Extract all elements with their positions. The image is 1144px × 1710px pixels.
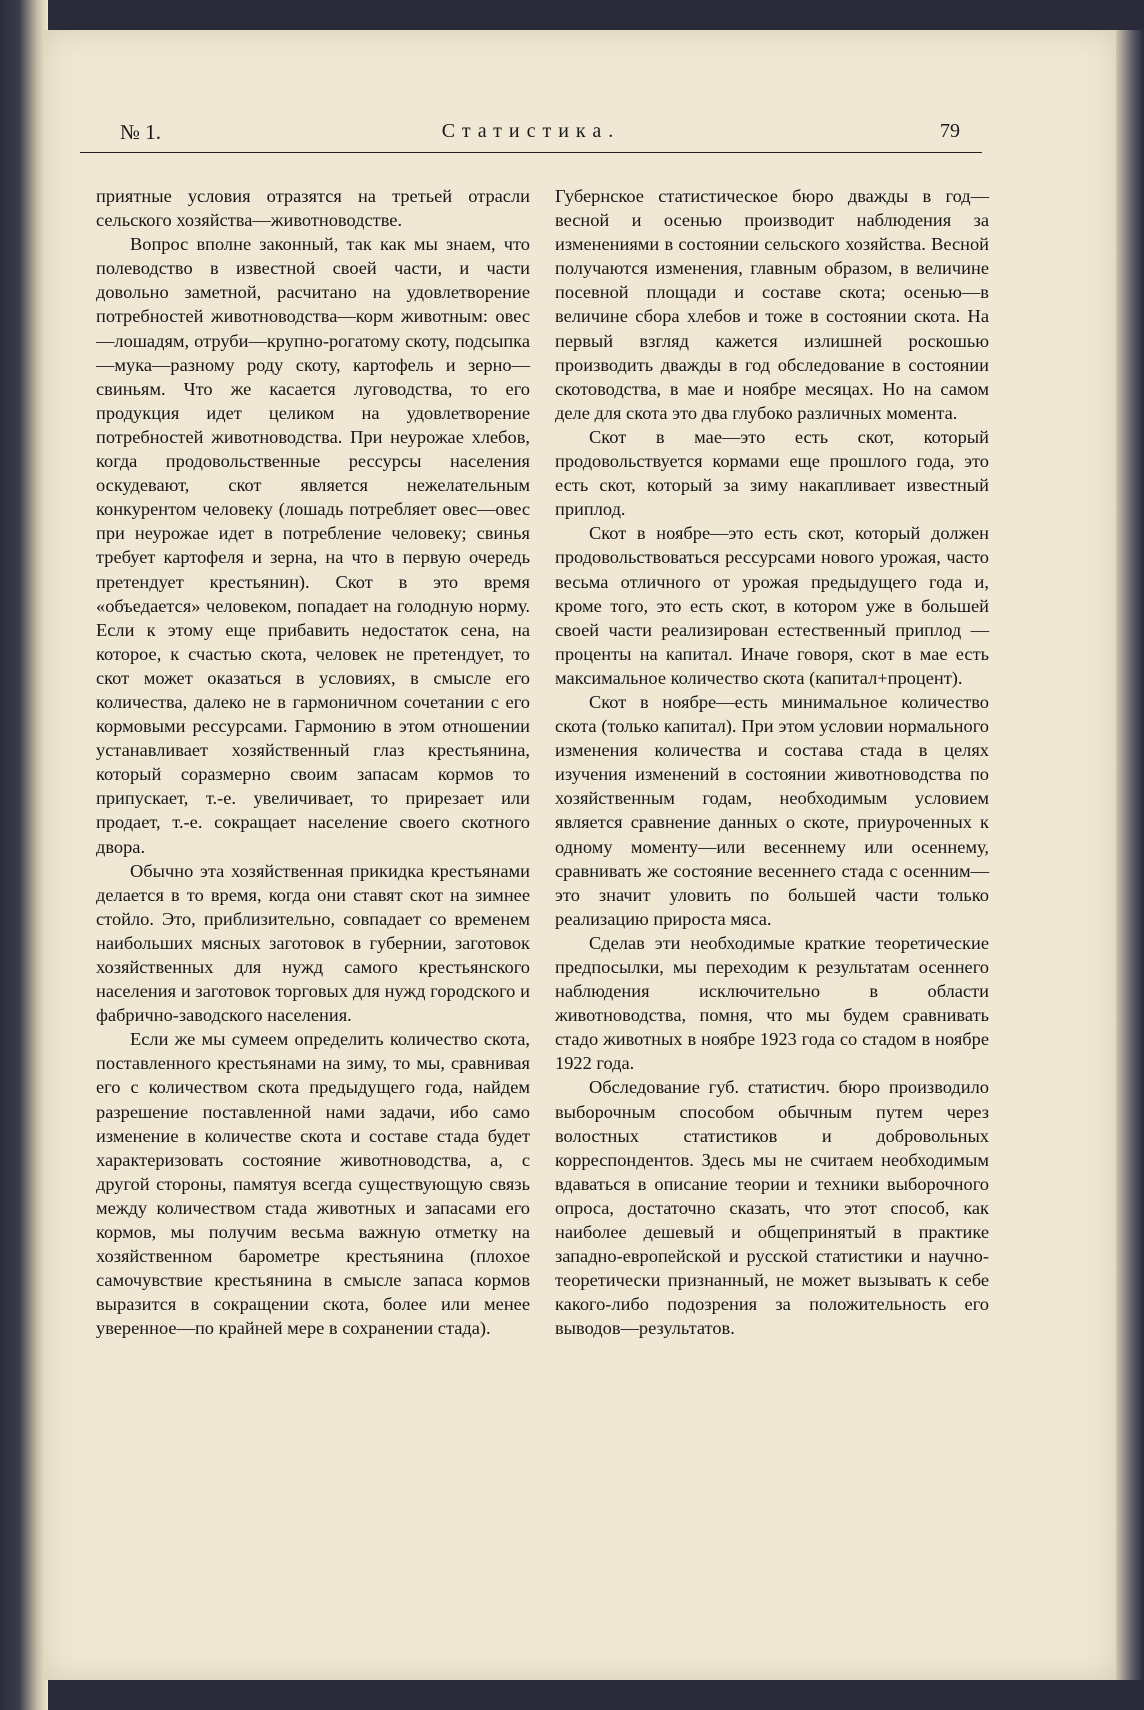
journal-title: Статистика. [441,120,621,142]
paragraph: Обследование губ. статистич. бюро производило выборочным способом обычным путем через волостных статистиков и добровольных корреспондентов. Здесь мы не считаем необходимым вдаваться в описание теории и техники выборочного опроса, достаточно сказать, что этот способ, как наиболее дешевый и общепринятый в практике западно-европейской и русской статистики и научно-теоретически признанный, не может вызывать к себе какого-либо подозрения за положительность его выводов—результатов. [555,1077,989,1339]
paragraph: Скот в мае—это есть скот, который продовольствуется кормами еще прошлого года, это есть скот, который за зиму накапливает известный приплод. [555,426,989,520]
paragraph: Сделав эти необходимые краткие теоретические предпосылки, мы переходим к результатам осеннего наблюдения исключительно в области животноводства, помня, что мы будем сравнивать стадо животных в ноябре 1923 года со стадом в ноябре 1922 года. [555,932,989,1074]
page-edge-right [1116,30,1144,1680]
paragraph: Скот в ноябре—это есть скот, который должен продовольствоваться рессурсами нового урожая, часто весьма отличного от урожая предыдущего года и, кроме того, это есть скот, в котором уже в большей своей части реализирован естественный приплод — проценты на капитал. Иначе говоря, скот в мае есть максимальное количество скота (капитал+процент). [555,523,989,688]
right-column [555,184,989,1341]
paragraph: Обычно эта хозяйственная прикидка крестьянами делается в то время, когда они ставят скот на зимнее стойло. Это, приблизительно, совпадает со временем наибольших мясных заготовок в губернии, заготовок хозяйственных для нужд самого крестьянского населения и заготовок торговых для нужд городского и фабрично-заводского населения. [96,860,530,1026]
book-spine-left [0,0,48,1710]
paragraph: Вопрос вполне законный, так как мы знаем, что полеводство в известной своей части, и части довольно заметной, расчитано на удовлетворение потребностей животноводства—корм животным: овес—лошадям, отруби—крупно-рогатому скоту, подсыпка—мука—разному роду скоту, картофель и зерно—свиньям. Что же касается луговодства, то его продукция идет целиком на удовлетворение потребностей животноводства. При неурожае хлебов, когда продовольственные рессурсы населения оскудевают, скот является нежелательным конкурентом человеку (лошадь потребляет овес—овес при неурожае идет в потребление человеку; свинья требует картофеля и зерна, на что в первую очередь претендует крестьянин). Скот в это время «объедается» человеком, попадает на голодную норму. Если к этому еще прибавить недостаток сена, на которое, к счастью скота, человек не претендует, то скот может оказаться в условиях, в смысле его количества, далеко не в гармоничном сочетании с его кормовыми рессурсами. Гармонию в этом отношении устанавливает хозяйственный глаз крестьянина, который соразмерно своим запасам кормов то припускает, т.-е. увеличивает, то прирезает или продает, т.-е. сокращает население своего скотного двора. [96,234,530,857]
page-number: 79 [940,120,960,142]
left-column [96,184,530,1341]
paragraph: Если же мы сумеем определить количество скота, поставленного крестьянами на зиму, то мы, сравнивая его с количеством скота предыдущего года, найдем разрешение поставленной нами задачи, ибо само изменение в количестве скота и составе стада будет характеризовать состояние животноводства, а, с другой стороны, памятуя всегда существующую связь между количеством стада животных и запасами его кормов, мы получим весьма важную отметку на хозяйственном барометре крестьянина (плохое самочувствие крестьянина в смысле запаса кормов выразится в сокращении скота, более или менее уверенное—по крайней мере в сохранении стада). [96,1029,530,1339]
issue-number: № 1. [120,120,162,144]
paragraph: Скот в ноябре—есть минимальное количество скота (только капитал). При этом условии нормального изменения количества и состава стада в целях изучения изменений в состоянии животноводства по хозяйственным годам, необходимым условием является сравнение данных о скоте, приуроченных к одному моменту—или весеннему или осеннему, сравнивать же состояние весеннего стада с осенним—это значит уловить по большей части только реализацию прироста мяса. [555,691,989,929]
paragraph: Губернское статистическое бюро дважды в год—весной и осенью производит наблюдения за изменениями в состоянии сельского хозяйства. Весной получаются изменения, главным образом, в величине посевной площади и составе скота; осенью—в величине сбора хлебов и тоже в состоянии скота. На первый взгляд кажется излишней роскошью производить дважды в год обследование в состоянии скотоводства, в мае и ноябре месяцах. Но на самом деле для скота это два глубоко различных момента. [555,186,989,423]
paragraph: приятные условия отразятся на третьей отрасли сельского хозяйства—животноводстве. [96,186,530,231]
running-header [80,90,982,153]
